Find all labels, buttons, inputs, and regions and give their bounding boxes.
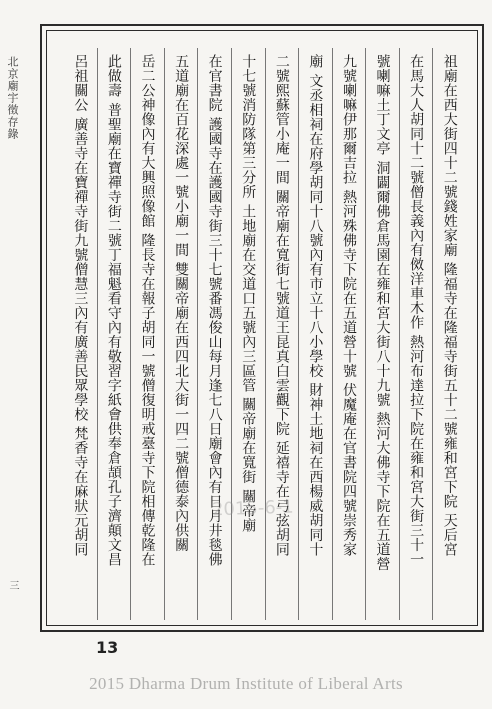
text-column: [164, 48, 198, 620]
text-columns: [64, 48, 466, 620]
text-column: [97, 48, 131, 620]
page-number: 13: [96, 638, 119, 657]
text-column: [197, 48, 231, 620]
text-column: [432, 48, 466, 620]
book-title-margin: 北京廟宇徵存錄: [6, 56, 19, 140]
column-text: 號喇嘛土丁文亭 洞闢爾佛倉馬園在雍和宮大街八十九號 熱河大佛寺下院在五道營: [374, 54, 391, 572]
text-column: [265, 48, 299, 620]
text-column: [298, 48, 332, 620]
column-text: 廟 文丞相祠在府學胡同十八號內有市立十八小學校 財神土地祠在西楊威胡同十: [307, 54, 324, 557]
text-column: [365, 48, 399, 620]
column-text: 五道廟在百花深處一號小廟一間 雙關帝廟在西四北大街一四二號僧德泰內供關: [173, 54, 190, 552]
column-text: 岳二公神像內有大興照像館 隆長寺在報子胡同一號僧復明戒臺寺下院相傳乾隆在: [139, 54, 156, 567]
column-text: 呂祖關公 廣善寺在寶禪寺街九號僧慧三內有廣善民眾學校 梵香寺在麻狀元胡同: [72, 54, 89, 557]
column-text: 在馬大人胡同十二號僧長義內有傚洋車木作 熱河布達拉下院在雍和宮大街三十一: [408, 54, 425, 567]
column-text: 此做壽 普聖廟在寶禪寺街二號丁福魁看守內有敬習字紙會供奉倉頡孔子濟顛文昌: [105, 54, 122, 567]
column-text: 二號熙蘇管小庵一間 關帝廟在寬街七號道王昆真白雲觀下院 延禧寺在弓弦胡同: [273, 54, 290, 557]
text-column: [332, 48, 366, 620]
column-text: 祖廟在西大街四十二號錢姓家廟 隆福寺在隆福寺街五十二號雍和宮下院 天后宮: [441, 54, 458, 557]
date-stamp: 2015-6-1: [211, 496, 295, 521]
text-column: [399, 48, 433, 620]
column-text: 在官書院 護國寺在護國寺街三十七號番馮俊山每月逢七八日廟會內有日月井毯佛: [206, 54, 223, 567]
text-column: [64, 48, 97, 620]
text-column: [231, 48, 265, 620]
column-text: 十七號消防隊第三分所 土地廟在交道口五號內三區管 關帝廟在寬街 關帝廟: [240, 54, 257, 533]
watermark: 2015 Dharma Drum Institute of Liberal Arts: [89, 674, 403, 693]
folio-number: 三: [7, 580, 18, 590]
text-column: [130, 48, 164, 620]
column-text: 九號喇嘛伊那爾吉拉 熱河殊佛寺下院在五道營十號 伏魔庵在官書院四號崇秀家: [340, 54, 357, 557]
